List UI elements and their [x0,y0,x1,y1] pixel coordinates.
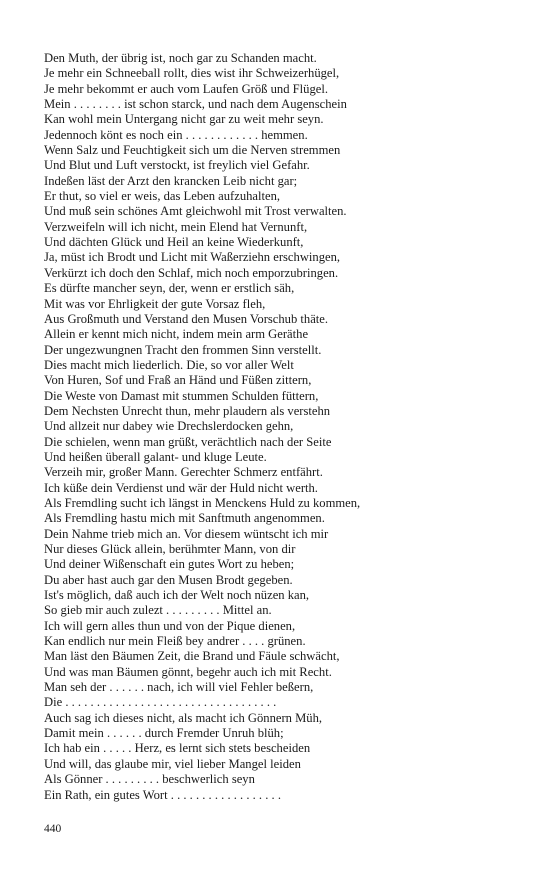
poem-line: Als Fremdling hastu mich mit Sanftmuth angenommen. [44,511,325,526]
poem-line: Ich küße dein Verdienst und wär der Huld nicht werth. [44,480,318,495]
poem-line: Kan endlich nur mein Fleiß bey andrer . . . . grünen. [44,634,306,649]
poem-line: Von Huren, Sof und Fraß an Händ und Füßen zittern, [44,373,312,388]
poem-text [44,51,514,803]
poem-line: Man seh der . . . . . . nach, ich will viel Fehler beßern, [44,680,314,695]
poem-line: Ja, müst ich Brodt und Licht mit Waßerziehn erschwingen, [44,250,341,265]
poem-line: Verkürzt ich doch den Schlaf, mich noch emporzubringen. [44,265,339,280]
poem-line: Und was man Bäumen gönnt, begehr auch ich mit Recht. [44,664,332,679]
poem-line: Kan wohl mein Untergang nicht gar zu weit mehr seyn. [44,112,324,127]
poem-line: Mein . . . . . . . . ist schon starck, und nach dem Augenschein [44,97,347,112]
poem-line: Als Fremdling sucht ich längst in Menckens Huld zu kommen, [44,495,361,510]
poem-line: Je mehr ein Schneeball rollt, dies wist ihr Schweizerhügel, [44,66,340,81]
poem-line: Mit was vor Ehrligkeit der gute Vorsaz fleh, [44,296,266,311]
poem-line: Du aber hast auch gar den Musen Brodt gegeben. [44,572,293,587]
poem-line: Es dürfte mancher seyn, der, wenn er erstlich säh, [44,281,295,296]
poem-line: Aus Großmuth und Verstand den Musen Vorschub thäte. [44,311,329,326]
poem-line: Dies macht mich liederlich. Die, so vor aller Welt [44,357,294,372]
poem-line: Verzweifeln will ich nicht, mein Elend hat Vernunft, [44,219,308,234]
poem-line: Wenn Salz und Feuchtigkeit sich um die Nerven stremmen [44,143,341,158]
poem-line: Die . . . . . . . . . . . . . . . . . . . . . . . . . . . . . . . . . . [44,695,277,710]
page-number: 440 [44,823,62,835]
poem-line: Jedennoch könt es noch ein . . . . . . . . . . . . hemmen. [44,127,308,142]
poem-line: Der ungezwungnen Tracht den frommen Sinn verstellt. [44,342,322,357]
poem-line: Allein er kennt mich nicht, indem mein arm Geräthe [44,327,309,342]
poem-line: Die Weste von Damast mit stummen Schulden füttern, [44,388,319,403]
poem-line: So gieb mir auch zulezt . . . . . . . . . Mittel an. [44,603,272,618]
poem-line: Und deiner Wißenschaft ein gutes Wort zu heben; [44,557,295,572]
poem-line: Je mehr bekommt er auch vom Laufen Größ und Flügel. [44,81,328,96]
poem-line: Die schielen, wenn man grüßt, verächtlich nach der Seite [44,434,332,449]
poem-line: Dem Nechsten Unrecht thun, mehr plaudern als verstehn [44,403,331,418]
poem-line: Dein Nahme trieb mich an. Vor diesem wüntscht ich mir [44,526,329,541]
poem-line: Als Gönner . . . . . . . . . beschwerlich seyn [44,772,255,787]
poem-line: Den Muth, der übrig ist, noch gar zu Schanden macht. [44,51,317,65]
poem-line: Und Blut und Luft verstockt, ist freylich viel Gefahr. [44,158,310,173]
poem-line: Auch sag ich dieses nicht, als macht ich Gönnern Müh, [44,710,323,725]
poem-line: Und muß sein schönes Amt gleichwohl mit Trost verwalten. [44,204,347,219]
poem-line: Ist's möglich, daß auch ich der Welt noch nüzen kan, [44,588,310,603]
poem-line: Damit mein . . . . . . durch Fremder Unruh blüh; [44,726,284,741]
poem-line: Und will, das glaube mir, viel lieber Mangel leiden [44,756,301,771]
poem-line: Ich will gern alles thun und von der Pique dienen, [44,618,296,633]
poem-line: Und heißen überall galant- und kluge Leute. [44,449,267,464]
poem-line: Nur dieses Glück allein, berühmter Mann, von dir [44,542,296,556]
poem-line: Und dächten Glück und Heil an keine Wiederkunft, [44,235,304,250]
poem-line: Er thut, so viel er weis, das Leben aufzuhalten, [44,189,281,204]
poem-line: Man läst den Bäumen Zeit, die Brand und Fäule schwächt, [44,649,340,664]
poem-line: Ich hab ein . . . . . Herz, es lernt sich stets bescheiden [44,741,311,756]
poem-line: Verzeih mir, großer Mann. Gerechter Schmerz entfährt. [44,465,323,480]
poem-line: Und allzeit nur dabey wie Drechslerdocken gehn, [44,419,294,434]
poem-line: Indeßen läst der Arzt den krancken Leib nicht gar; [44,173,298,188]
poem-line: Ein Rath, ein gutes Wort . . . . . . . . . . . . . . . . . . [44,787,281,802]
